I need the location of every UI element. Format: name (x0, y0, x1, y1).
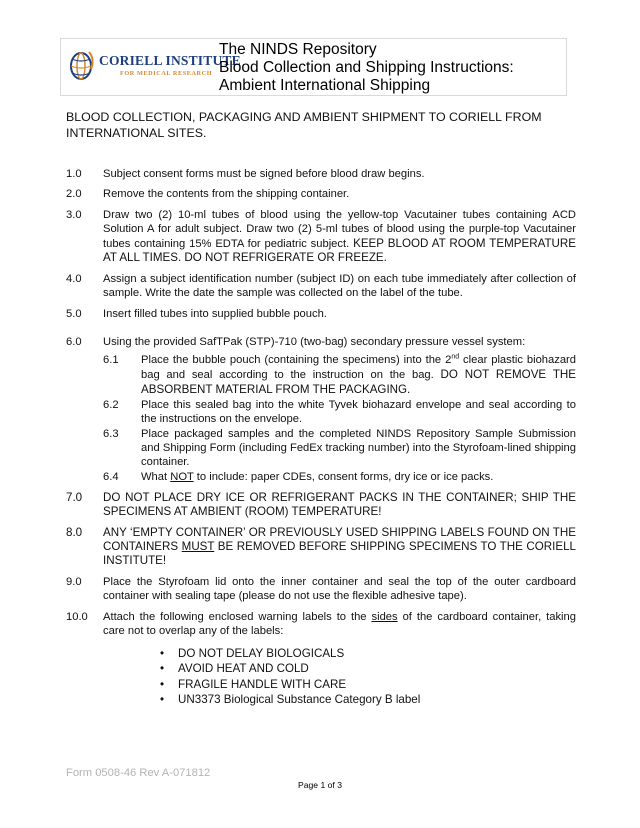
caution-text: KEEP BLOOD AT ROOM TEMPERATURE AT ALL TIMES. DO NOT REFRIGERATE OR FREEZE. (103, 236, 577, 265)
document-title (219, 41, 514, 95)
step-text: Remove the contents from the shipping container. (103, 188, 350, 200)
coriell-logo (67, 49, 241, 83)
logo-name: CORIELL INSTITUTE (99, 53, 241, 68)
page-number: Page 1 of 3 (298, 780, 342, 790)
step-item (66, 611, 576, 639)
substep-item (103, 428, 576, 469)
step-item (66, 308, 576, 322)
substep-item (103, 354, 576, 397)
step-item (66, 491, 576, 519)
step-number: 4.0 (66, 273, 82, 285)
list-item: • DO NOT DELAY BIOLOGICALS (160, 646, 420, 661)
step-text: Using the provided SafTPak (STP)-710 (two-bag) secondary pressure vessel system: (103, 336, 526, 348)
step-number: 2.0 (66, 188, 82, 200)
logo-subtitle: FOR MEDICAL RESEARCH (120, 70, 213, 77)
caution-text: DO NOT REMOVE THE ABSORBENT MATERIAL FROM THE PACKAGING. (141, 367, 577, 396)
step-text: Place the Styrofoam lid onto the inner container and seal the top of the outer cardboard container with sealing tape (please do not use the flexible adhesive tape). (103, 576, 576, 602)
substep-text: Place this sealed bag into the white Tyvek biohazard envelope and seal according to the instructions on the envelope. (141, 399, 576, 425)
step-text: Assign a subject identification number (subject ID) on each tube immediately after collection of sample. Write the date the sample was collected on the label of the tube. (103, 273, 576, 299)
substep-text: What NOT to include: paper CDEs, consent forms, dry ice or ice packs. (141, 471, 494, 483)
warning-label-list (160, 646, 420, 708)
substep-number: 6.1 (103, 354, 119, 366)
step-text: Draw two (2) 10-ml tubes of blood using the yellow-top Vacutainer tubes containing ACD Solution A for adult subject. Draw two (2) 5-ml tubes of blood using the purple-top Vacutainer tubes containing 15% EDTA for pediatric subject. KEEP BLOOD AT ROOM TEMPERATURE AT ALL TIMES. DO NOT REFRIGERATE OR FREEZE. (103, 209, 577, 265)
form-identifier: Form 0508-46 Rev A-071812 (66, 767, 211, 779)
substep-text: Place packaged samples and the completed NINDS Repository Sample Submission and Shipping Form (including FedEx tracking number) into the Styrofoam-lined shipping container. (141, 428, 576, 468)
step-number: 6.0 (66, 336, 82, 348)
substep-text: Place the bubble pouch (containing the specimens) into the 2nd clear plastic biohazard bag and seal according to the instruction on the bag. DO NOT REMOVE THE ABSORBENT MATERIAL FROM THE PACKAGING. (141, 353, 577, 396)
substep-number: 6.4 (103, 471, 119, 483)
step-text: DO NOT PLACE DRY ICE OR REFRIGERANT PACKS IN THE CONTAINER; SHIP THE SPECIMENS AT AMBIENT (ROOM) TEMPERATURE! (103, 491, 576, 518)
title-line: Blood Collection and Shipping Instructions: (219, 59, 514, 76)
substep-number: 6.2 (103, 399, 119, 411)
step-item (66, 336, 576, 350)
step-text: ANY ‘EMPTY CONTAINER’ OR PREVIOUSLY USED SHIPPING LABELS FOUND ON THE CONTAINERS MUST BE REMOVED BEFORE SHIPPING SPECIMENS TO THE CORIELL INSTITUTE! (103, 526, 576, 567)
substep-item (103, 471, 576, 485)
substep-item (103, 399, 576, 427)
step-number: 9.0 (66, 576, 82, 588)
document-header (60, 38, 567, 96)
step-item (66, 576, 576, 604)
step-number: 3.0 (66, 209, 82, 221)
step-item (66, 168, 576, 182)
step-number: 5.0 (66, 308, 82, 320)
list-item: • FRAGILE HANDLE WITH CARE (160, 677, 420, 692)
step-item (66, 526, 576, 567)
list-item: • AVOID HEAT AND COLD (160, 661, 420, 676)
step-number: 8.0 (66, 526, 83, 539)
step-text: Subject consent forms must be signed before blood draw begins. (103, 168, 425, 180)
step-number: 10.0 (66, 611, 88, 623)
step-number: 7.0 (66, 491, 83, 504)
title-line: The NINDS Repository (219, 41, 377, 58)
globe-emblem-icon (67, 49, 97, 83)
step-item (66, 188, 576, 202)
step-text: Insert filled tubes into supplied bubble pouch. (103, 308, 327, 320)
step-text: Attach the following enclosed warning labels to the sides of the cardboard container, taking care not to overlap any of the labels: (103, 611, 576, 637)
step-item (66, 273, 576, 301)
step-number: 1.0 (66, 168, 82, 180)
title-line: Ambient International Shipping (219, 77, 431, 94)
list-item: • UN3373 Biological Substance Category B label (160, 692, 420, 707)
intro-heading: BLOOD COLLECTION, PACKAGING AND AMBIENT SHIPMENT TO CORIELL FROM INTERNATIONAL SITES. (66, 110, 542, 140)
substep-number: 6.3 (103, 428, 119, 440)
step-item (66, 209, 576, 266)
